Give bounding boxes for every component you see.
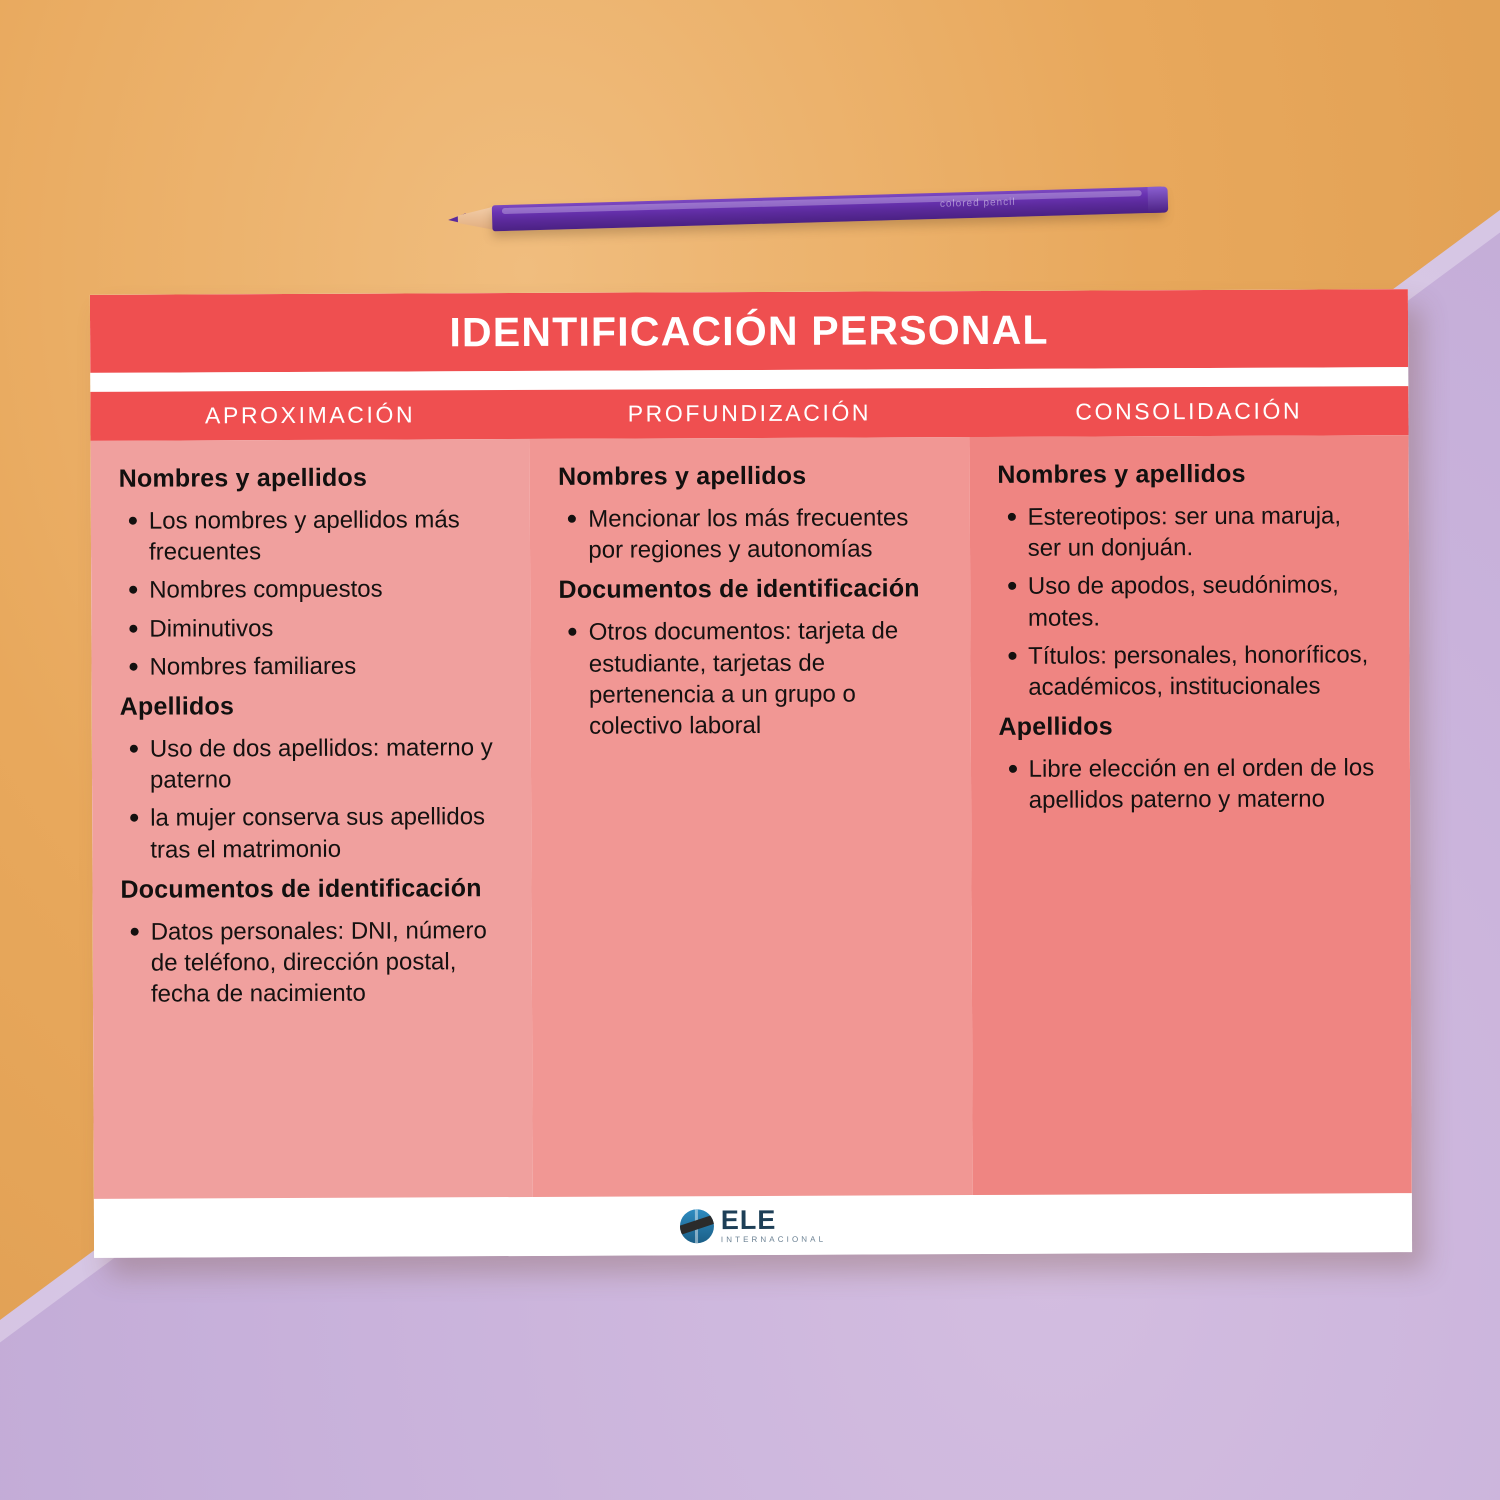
- section-title: Documentos de identificación: [558, 574, 920, 605]
- ele-internacional-logo: [680, 1204, 827, 1245]
- list-item: Los nombres y apellidos más frecuentes: [149, 504, 503, 568]
- list-item: Libre elección en el orden de los apellidos paterno y materno: [1029, 752, 1383, 816]
- list-item: Otros documentos: tarjeta de estudiante, tarjetas de pertenencia a un grupo o colectivo laboral: [589, 616, 943, 742]
- logo-subtitle: INTERNACIONAL: [720, 1234, 827, 1245]
- card-footer: [94, 1193, 1412, 1258]
- logo-text: [720, 1204, 827, 1245]
- section: [558, 575, 942, 742]
- section-title: Nombres y apellidos: [997, 459, 1246, 489]
- column-profundizacion: [530, 437, 973, 1197]
- columns-container: [91, 435, 1412, 1199]
- globe-icon: [680, 1209, 714, 1243]
- section-list: [558, 502, 942, 566]
- section-title: Apellidos: [119, 692, 235, 721]
- infographic-card: [90, 289, 1412, 1258]
- card-title-bar: [90, 289, 1408, 373]
- section: [558, 461, 942, 566]
- list-item: Uso de dos apellidos: materno y paterno: [150, 732, 504, 796]
- list-item: la mujer conserva sus apellidos tras el matrimonio: [150, 801, 504, 865]
- logo-name: ELE: [720, 1204, 777, 1236]
- section: [120, 874, 504, 1010]
- list-item: Uso de apodos, seudónimos, motes.: [1028, 570, 1382, 634]
- section-list: [559, 616, 943, 742]
- section-list: [120, 732, 504, 865]
- section-list: [999, 752, 1383, 816]
- list-item: Nombres familiares: [149, 650, 502, 683]
- section-list: [119, 504, 503, 683]
- column-header-aproximacion: APROXIMACIÓN: [204, 401, 416, 429]
- list-item: Diminutivos: [149, 612, 502, 645]
- column-headers: [90, 386, 1408, 441]
- section-list: [997, 500, 1381, 703]
- list-item: Mencionar los más frecuentes por regiones y autonomías: [588, 502, 942, 566]
- list-item: Datos personales: DNI, número de teléfono, dirección postal, fecha de nacimiento: [151, 915, 505, 1010]
- list-item: Nombres compuestos: [149, 573, 502, 606]
- section: [997, 459, 1381, 703]
- section-title: Nombres y apellidos: [557, 461, 807, 491]
- section-list: [121, 915, 505, 1010]
- section-title: Documentos de identificación: [120, 873, 482, 904]
- section-title: Apellidos: [998, 712, 1113, 742]
- column-header-consolidacion: CONSOLIDACIÓN: [1075, 397, 1303, 425]
- section-title: Nombres y apellidos: [118, 463, 368, 493]
- pencil-end: [1148, 186, 1169, 213]
- pencil-imprint: colored pencil: [939, 196, 1016, 210]
- section: [120, 691, 504, 865]
- page-title: IDENTIFICACIÓN PERSONAL: [449, 306, 1049, 355]
- list-item: Títulos: personales, honoríficos, académicos, institucionales: [1028, 639, 1382, 703]
- section: [998, 711, 1382, 816]
- column-aproximacion: [91, 439, 534, 1199]
- list-item: Estereotipos: ser una maruja, ser un donjuán.: [1027, 500, 1381, 564]
- column-consolidacion: [969, 435, 1412, 1195]
- section: [119, 463, 503, 683]
- column-header-profundizacion: PROFUNDIZACIÓN: [627, 399, 872, 427]
